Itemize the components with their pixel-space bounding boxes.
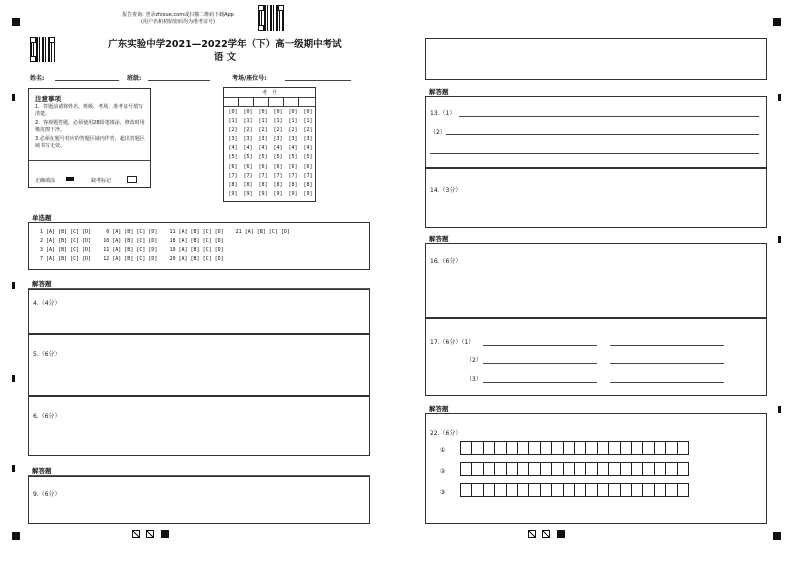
notice-box bbox=[28, 88, 151, 188]
q13-line-3[interactable] bbox=[430, 153, 759, 154]
q13-line-2[interactable] bbox=[446, 134, 759, 135]
notice-item-1: 1．答题前请将姓名、班级、考场、准考证号填写清楚。 bbox=[35, 104, 144, 117]
q13-part2-label: （2） bbox=[430, 129, 446, 136]
q13-line-1[interactable] bbox=[459, 116, 759, 117]
room-seat-field[interactable] bbox=[285, 80, 351, 81]
q9-answer-box[interactable] bbox=[28, 476, 370, 524]
q22-grid-cell[interactable] bbox=[677, 483, 689, 497]
corner-marker-top-left bbox=[12, 18, 20, 26]
corner-marker-top-right bbox=[773, 18, 781, 26]
corner-marker-bottom-right bbox=[773, 532, 781, 540]
student-qr-code bbox=[30, 37, 55, 62]
q22-character-grid[interactable] bbox=[460, 441, 690, 505]
q9-label: 9.（6分） bbox=[33, 491, 61, 498]
report-query-line1: 报告查询: 登录zhixue.com或扫描二维码下载App bbox=[122, 12, 234, 18]
q4-label: 4.（4分） bbox=[33, 300, 61, 307]
q17-part3-label: （3） bbox=[466, 376, 482, 383]
mc-answer-box bbox=[28, 222, 370, 270]
mc-row-4[interactable]: 7 [A] [B] [C] [D] 12 [A] [B] [C] [D] 20 [A] [B] [C] [D] bbox=[37, 256, 224, 262]
q22-grid-cell[interactable] bbox=[677, 462, 689, 476]
corner-marker-bottom-left bbox=[12, 532, 20, 540]
q22-row-1-label: ① bbox=[440, 447, 446, 454]
exam-number-column[interactable]: [0] [1] [2] [3] [4] [5] [6] [7] [8] [9] bbox=[273, 109, 283, 197]
class-label: 班级: bbox=[127, 75, 142, 82]
q22-row-3-label: ③ bbox=[440, 489, 446, 496]
mc-row-3[interactable]: 3 [A] [B] [C] [D] 11 [A] [B] [C] [D] 19 [A] [B] [C] [D] bbox=[37, 247, 224, 253]
q5-label: 5.（6分） bbox=[33, 351, 61, 358]
exam-number-column[interactable]: [0] [1] [2] [3] [4] [5] [6] [7] [8] [9] bbox=[258, 109, 268, 197]
q22-answer-box[interactable] bbox=[425, 413, 767, 524]
side-marker bbox=[778, 406, 781, 413]
q4-answer-box[interactable] bbox=[28, 289, 370, 334]
answer-section-title: 解答题 bbox=[32, 467, 52, 475]
notice-item-2: 2．客观题答题，必须使用2B铅笔填涂，修改时用橡皮擦干净。 bbox=[35, 120, 145, 133]
q22-row-2-label: ② bbox=[440, 468, 446, 475]
exam-title bbox=[80, 38, 370, 64]
side-marker bbox=[12, 465, 15, 472]
exam-title-line1: 广东实验中学2021—2022学年（下）高一级期中考试 bbox=[108, 39, 342, 50]
q17-answer-box[interactable] bbox=[425, 318, 767, 396]
q5-answer-box[interactable] bbox=[28, 334, 370, 396]
absent-mark-label: 缺考标记 bbox=[91, 178, 112, 184]
exam-number-column[interactable]: [0] [1] [2] [3] [4] [5] [6] [7] [8] [9] bbox=[288, 109, 298, 197]
correct-fill-label: 正确填涂 bbox=[35, 178, 56, 184]
name-label: 姓名: bbox=[30, 75, 45, 82]
mc-section-title: 单选题 bbox=[32, 214, 52, 222]
correct-fill-sample bbox=[66, 177, 74, 181]
q16-answer-box[interactable] bbox=[425, 243, 767, 318]
q16-label: 16.（6分） bbox=[430, 258, 462, 265]
side-marker bbox=[12, 282, 15, 289]
exam-number-columns[interactable] bbox=[226, 108, 315, 200]
q17-line-2b[interactable] bbox=[610, 363, 724, 364]
room-seat-label: 考场/座位号: bbox=[232, 75, 267, 82]
report-query-line2: (用户名和初始密码均为准考证号) bbox=[141, 19, 215, 25]
absent-mark-checkbox[interactable] bbox=[127, 176, 137, 183]
answer-section-title: 解答题 bbox=[429, 235, 449, 243]
exam-number-column[interactable]: [0] [1] [2] [3] [4] [5] [6] [7] [8] [9] bbox=[303, 109, 313, 197]
exam-subject: 语 文 bbox=[213, 52, 237, 63]
side-marker bbox=[778, 94, 781, 101]
answer-section-title: 解答题 bbox=[429, 88, 449, 96]
q22-grid-cell[interactable] bbox=[677, 441, 689, 455]
side-marker bbox=[778, 236, 781, 243]
answer-section-title: 解答题 bbox=[429, 405, 449, 413]
q17-line-1a[interactable] bbox=[483, 345, 597, 346]
side-marker bbox=[12, 375, 15, 382]
q13-answer-box[interactable] bbox=[425, 96, 767, 168]
class-field[interactable] bbox=[148, 80, 210, 81]
q14-label: 14.（3分） bbox=[430, 187, 462, 194]
answer-section-title: 解答题 bbox=[32, 280, 52, 288]
q17-part2-label: （2） bbox=[466, 357, 482, 364]
q6-answer-box[interactable] bbox=[28, 396, 370, 456]
mc-row-1[interactable]: 1 [A] [B] [C] [D] 6 [A] [B] [C] [D] 11 [A] [B] [C] [D] 21 [A] [B] [C] [D] bbox=[37, 229, 290, 235]
name-field[interactable] bbox=[55, 80, 119, 81]
app-qr-code bbox=[258, 5, 284, 31]
q22-label: 22.（6分） bbox=[430, 430, 462, 437]
side-marker bbox=[12, 94, 15, 101]
exam-number-title: 考 号 bbox=[261, 90, 277, 96]
q17-line-2a[interactable] bbox=[483, 363, 597, 364]
exam-number-column[interactable]: [0] [1] [2] [3] [4] [5] [6] [7] [8] [9] bbox=[243, 109, 253, 197]
notice-title: 注意事项 bbox=[35, 95, 61, 103]
q13-label: 13.（1） bbox=[430, 110, 456, 117]
q6-label: 6.（6分） bbox=[33, 413, 61, 420]
exam-number-column[interactable]: [0] [1] [2] [3] [4] [5] [6] [7] [8] [9] bbox=[228, 109, 238, 197]
continuation-box[interactable] bbox=[425, 38, 767, 80]
q17-line-3a[interactable] bbox=[483, 382, 597, 383]
mc-row-2[interactable]: 2 [A] [B] [C] [D] 10 [A] [B] [C] [D] 18 [A] [B] [C] [D] bbox=[37, 238, 224, 244]
report-query-note bbox=[118, 12, 238, 26]
q17-line-3b[interactable] bbox=[610, 382, 724, 383]
q17-line-1b[interactable] bbox=[610, 345, 724, 346]
q14-answer-box[interactable] bbox=[425, 168, 767, 228]
q17-label: 17.（6分）（1） bbox=[430, 339, 475, 346]
exam-number-grid bbox=[223, 87, 316, 202]
notice-item-3: 3.必须在题号对应的答题区域内作答，超出答题区域书写无效。 bbox=[35, 136, 145, 149]
